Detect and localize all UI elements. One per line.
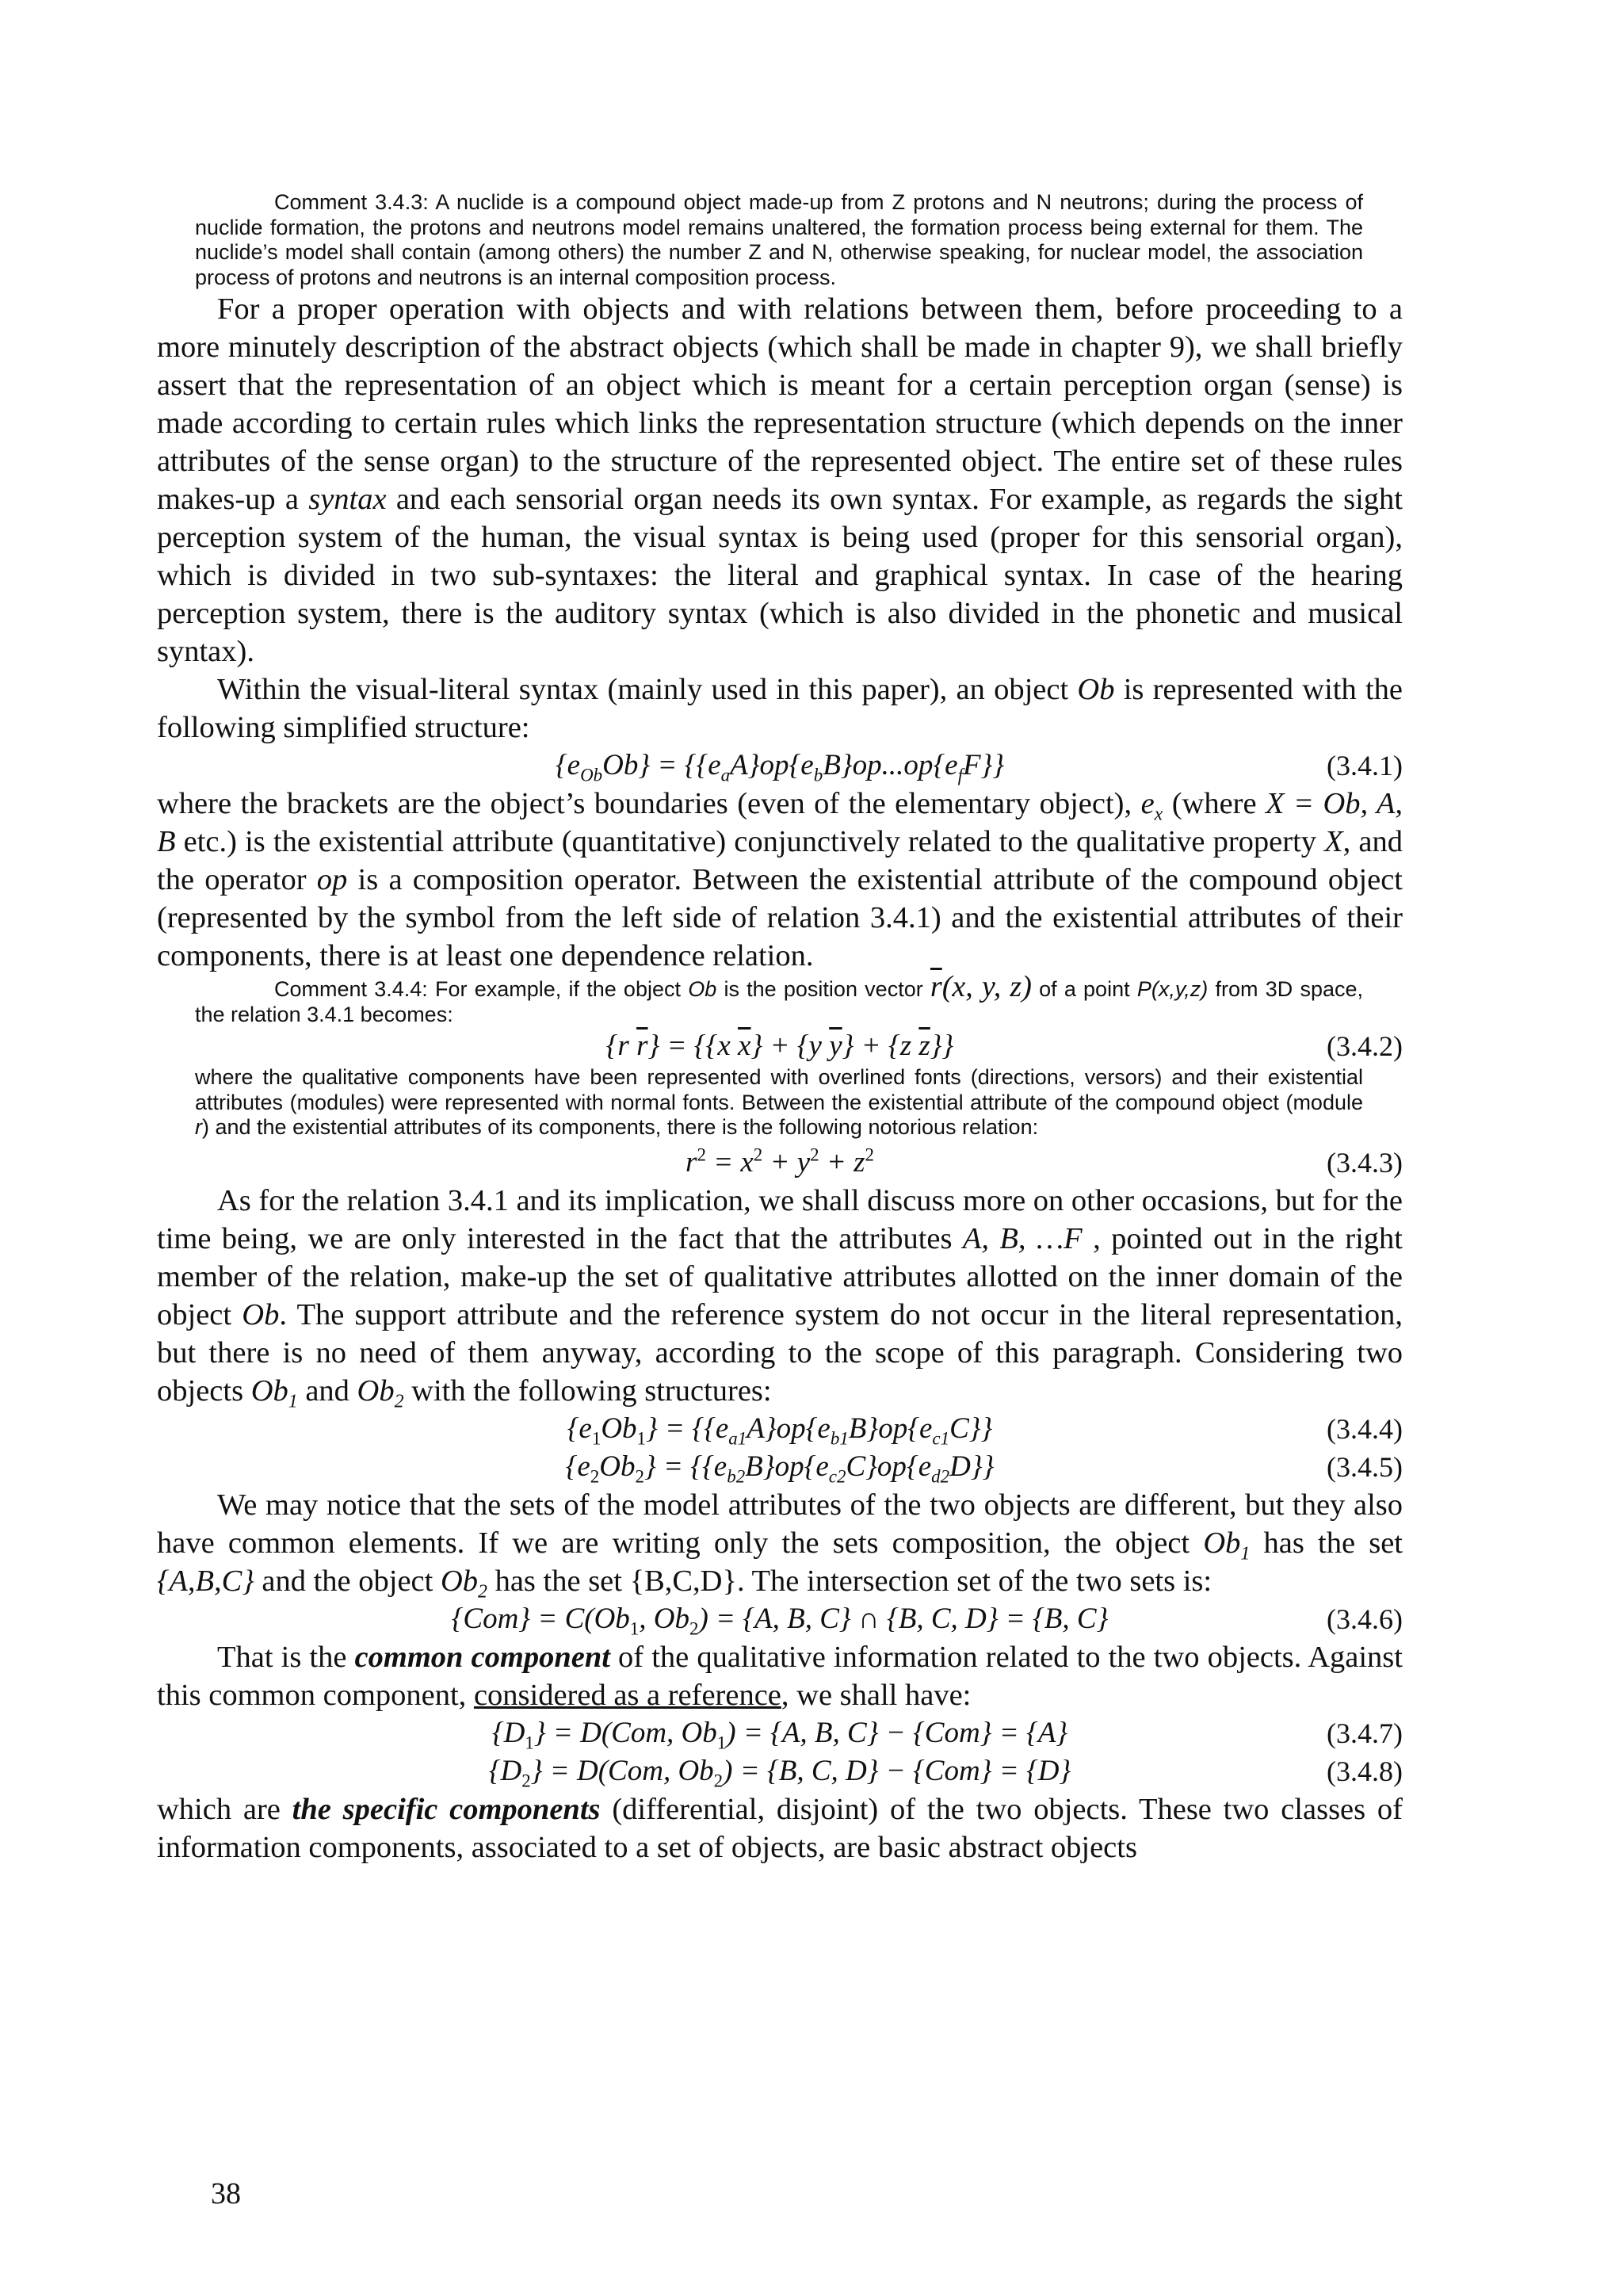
equation-3-4-2 [157, 1027, 1403, 1065]
page-number: 38 [211, 2177, 241, 2210]
comment-3-4-3 [195, 190, 1363, 290]
paragraph-specific-components: which are the specific components (differential, disjoint) of the two objects. These two classes of information components, associated to a set of objects, are basic abstract objects [157, 1792, 1403, 1864]
equation-number: (3.4.1) [1327, 750, 1403, 781]
position-vector-formula: $\overline{r}(x$, y, z) [930, 970, 1032, 1003]
equation-formula: {r $\overline{r}\} = \{\{x$ $\overline{x}\} + \{y$ $\overline{y}\} + \{z$ $\overline{z}$}} [605, 1030, 954, 1062]
paragraph-existential: where the brackets are the object’s boundaries (even of the elementary object), $e_x$ (where X = Ob, A, B etc.) is the existential attribute (quantitative) conjunctively related to the qualitative property X, and the operator op is a composition operator. Between the existential attribute of the compound object (represented by the symbol from the left side of relation 3.4.1) and the existential attributes of their components, there is at least one dependence relation. [157, 787, 1403, 972]
equation-formula: $\{Com\} = C(Ob_1$, $Ob_2) = \{A$, B, C} ∩ {B, C, D} = {B, C} [451, 1602, 1109, 1638]
equation-formula: $\{e_{Ob}Ob\} = \{\{e_aA\}op\{e_bB\}op...op\{e_fF\}\}$ [555, 749, 1005, 785]
equation-3-4-1 [157, 747, 1403, 785]
paragraph-attributes: As for the relation 3.4.1 and its implication, we shall discuss more on other occasions, but for the time being, we are only interested in the fact that the attributes A, B, …F , pointed out in the right member of the relation, make-up the set of qualitative attributes allotted on the inner domain of the object Ob. The support attribute and the reference system do not occur in the literal representation, but there is no need of them anyway, according to the scope of this paragraph. Considering two objects $Ob_1$ and $Ob_2$ with the following structures: [157, 1183, 1403, 1412]
body-paragraph-common [157, 1638, 1403, 1714]
comment-text-intro: Comment 3.4.4: For example, if the object Ob is the position vector $\overline{r}(x$, y, z) of a point P(x,y,z) from 3D space, the relation 3.4.1 becomes: [195, 970, 1364, 1026]
equation-number: (3.4.7) [1327, 1717, 1403, 1749]
page-content [157, 190, 1403, 1866]
equation-number: (3.4.3) [1327, 1146, 1403, 1179]
equation-3-4-3 [157, 1140, 1403, 1182]
equation-number: (3.4.6) [1327, 1603, 1403, 1635]
comment-3-4-4-continued [195, 1065, 1363, 1140]
paragraph-common-component: That is the common component of the qualitative information related to the two objects. Against this common component, considered as a reference, we shall have: [157, 1640, 1403, 1712]
equation-number: (3.4.4) [1327, 1412, 1403, 1445]
comment-3-4-4 [195, 970, 1364, 1027]
equation-3-4-7 [157, 1714, 1403, 1752]
body-paragraphs [157, 290, 1403, 747]
equation-formula: $r^2 = x^2 + y^2 + z^2$ [685, 1144, 874, 1179]
paragraph-syntax: For a proper operation with objects and with relations between them, before proceeding to a more minutely description of the abstract objects (which shall be made in chapter 9), we shall briefly assert that the representation of an object which is meant for a certain perception organ (sense) is made according to certain rules which links the representation structure (which depends on the inner attributes of the sense organ) to the structure of the represented object. The entire set of these rules makes-up a syntax and each sensorial organ needs its own syntax. For example, as regards the sight perception system of the human, the visual syntax is being used (proper for this sensorial organ), which is divided in two sub-syntaxes: the literal and graphical syntax. In case of the hearing perception system, there is the auditory syntax (which is also divided in the phonetic and musical syntax). [157, 292, 1403, 668]
equation-formula: $\{D_2\} = D(Com$, $Ob_2) = \{B$, C, D} − {Com} = {D} [488, 1754, 1071, 1790]
equation-number: (3.4.8) [1327, 1755, 1403, 1787]
equation-formula: $\{e_1Ob_1\} = \{\{e_{a1}A\}op\{e_{b1}B\}op\{e_{c1}C\}\}$ [567, 1412, 993, 1448]
equation-3-4-8 [157, 1752, 1403, 1790]
equation-3-4-4 [157, 1410, 1403, 1448]
body-paragraph-sets [157, 1486, 1403, 1603]
comment-text-overlined: where the qualitative components have been represented with overlined fonts (directions, versors) and their existential attributes (modules) were represented with normal fonts. Between the existential attribute of the compound object (module r) and the existential attributes of its components, there is the following notorious relation: [195, 1065, 1363, 1139]
body-paragraph-relation [157, 1182, 1403, 1410]
body-paragraph-specific [157, 1790, 1403, 1866]
equation-3-4-6 [157, 1600, 1403, 1638]
paragraph-visual-literal: Within the visual-literal syntax (mainly used in this paper), an object Ob is represented with the following simplified structure: [157, 673, 1403, 744]
equation-formula: $\{e_2Ob_2\} = \{\{e_{b2}B\}op\{e_{c2}C\}op\{e_{d2}D\}\}$ [565, 1450, 995, 1486]
equation-number: (3.4.2) [1327, 1030, 1403, 1062]
comment-text: Comment 3.4.3: A nuclide is a compound object made-up from Z protons and N neutrons; during the process of nuclide formation, the protons and neutrons model remains unaltered, the formation process being external for them. The nuclide’s model shall contain (among others) the number Z and N, otherwise speaking, for nuclear model, the association process of protons and neutrons is an internal composition process. [195, 190, 1363, 289]
body-paragraph-where [157, 785, 1403, 975]
paragraph-common-elements: We may notice that the sets of the model attributes of the two objects are different, but they also have common elements. If we are writing only the sets composition, the object $Ob_1$ has the set {A,B,C} and the object $Ob_2$ has the set {B,C,D}. The intersection set of the two sets is: [157, 1488, 1403, 1603]
equation-3-4-5 [157, 1448, 1403, 1486]
equation-number: (3.4.5) [1327, 1450, 1403, 1483]
equation-formula: $\{D_1\} = D(Com$, $Ob_1) = \{A$, B, C} − {Com} = {A} [491, 1716, 1068, 1752]
